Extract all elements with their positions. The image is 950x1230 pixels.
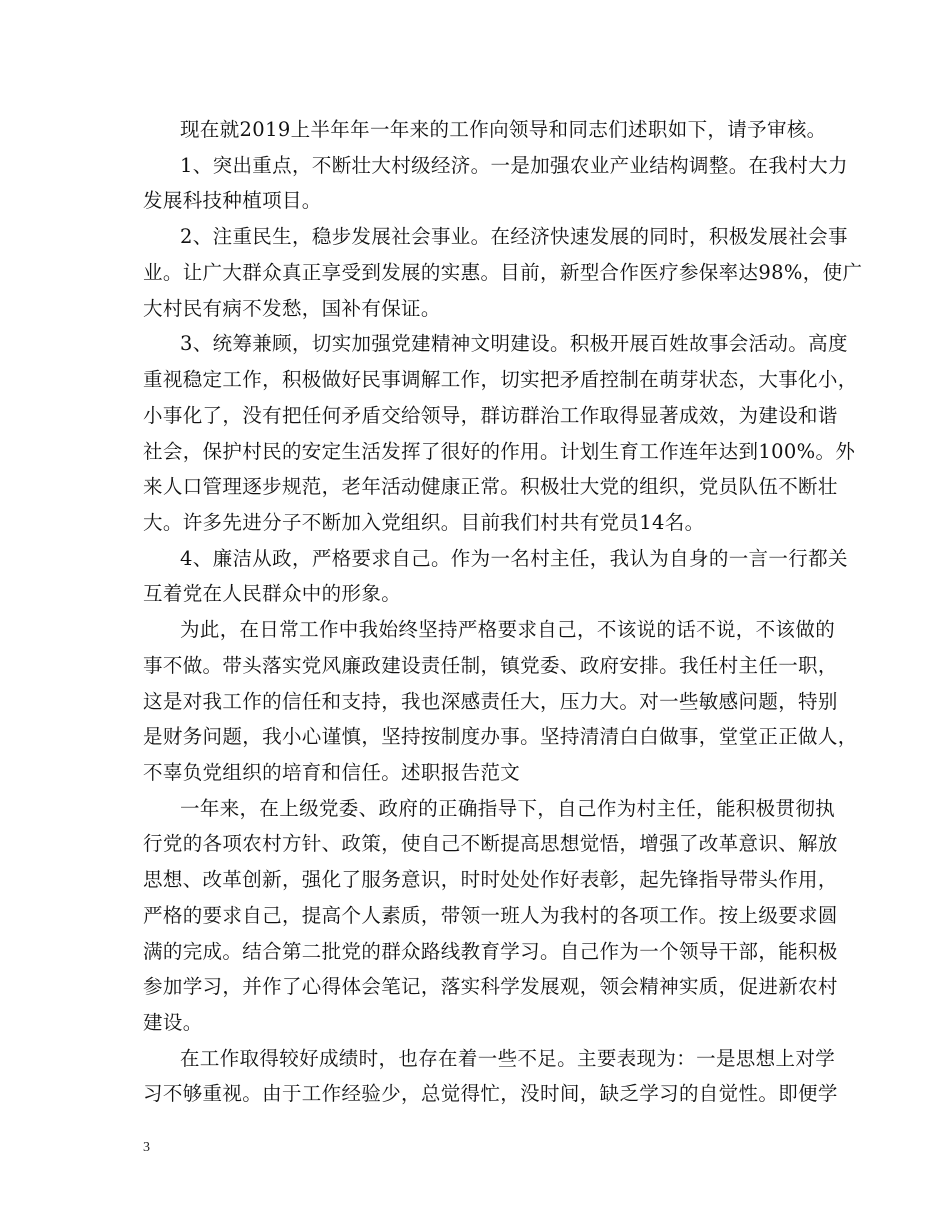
paragraph-2-line-1: 2、注重民生，稳步发展社会事业。在经济快速发展的同时，积极发展社会事 [180, 225, 848, 248]
paragraph-6-line-4: 严格的要求自己，提高个人素质，带领一班人为我村的各项工作。按上级要求圆 [143, 904, 838, 927]
paragraph-1-line-2: 发展科技种植项目。 [143, 189, 322, 212]
paragraph-3-line-1: 3、统筹兼顾，切实加强党建精神文明建设。积极开展百姓故事会活动。高度 [180, 332, 848, 355]
paragraph-6-line-6: 参加学习，并作了心得体会笔记，落实科学发展观，领会精神实质，促进新农村 [143, 975, 838, 998]
paragraph-6-line-5: 满的完成。结合第二批党的群众路线教育学习。自己作为一个领导干部，能积极 [143, 940, 838, 963]
paragraph-7-line-2: 习不够重视。由于工作经验少，总觉得忙，没时间，缺乏学习的自觉性。即便学 [143, 1082, 838, 1105]
paragraph-6-line-3: 思想、改革创新，强化了服务意识，时时处处作好表彰，起先锋指导带头作用， [143, 868, 838, 891]
paragraph-3-line-3: 小事化了，没有把任何矛盾交给领导，群访群治工作取得显著成效，为建设和谐 [143, 404, 838, 427]
paragraph-5-line-5: 不辜负党组织的培育和信任。述职报告范文 [143, 761, 521, 784]
paragraph-4-line-1: 4、廉洁从政，严格要求自己。作为一名村主任，我认为自身的一言一行都关 [180, 547, 848, 570]
paragraph-5-line-4: 是财务问题，我小心谨慎，坚持按制度办事。坚持清清白白做事，堂堂正正做人， [143, 725, 858, 748]
paragraph-6-line-2: 行党的各项农村方针、政策，使自己不断提高思想觉悟，增强了改革意识、解放 [143, 832, 838, 855]
paragraph-3-line-2: 重视稳定工作，积极做好民事调解工作，切实把矛盾控制在萌芽状态，大事化小， [143, 368, 858, 391]
paragraph-1-line-1: 1、突出重点，不断壮大村级经济。一是加强农业产业结构调整。在我村大力 [180, 154, 848, 177]
paragraph-3-line-6: 大。许多先进分子不断加入党组织。目前我们村共有党员14名。 [143, 511, 705, 534]
paragraph-intro-line-1: 现在就2019上半年年一年来的工作向领导和同志们述职如下，请予审核。 [180, 118, 827, 141]
paragraph-5-line-2: 事不做。带头落实党风廉政建设责任制，镇党委、政府安排。我任村主任一职， [143, 654, 838, 677]
paragraph-5-line-3: 这是对我工作的信任和支持，我也深感责任大，压力大。对一些敏感问题，特别 [143, 690, 838, 713]
paragraph-4-line-2: 互着党在人民群众中的形象。 [143, 582, 402, 605]
paragraph-2-line-3: 大村民有病不发愁，国补有保证。 [143, 297, 441, 320]
paragraph-6-line-1: 一年来，在上级党委、政府的正确指导下，自己作为村主任，能积极贯彻执 [180, 797, 836, 820]
paragraph-5-line-1: 为此，在日常工作中我始终坚持严格要求自己，不该说的话不说，不该做的 [180, 618, 836, 641]
paragraph-7-line-1: 在工作取得较好成绩时，也存在着一些不足。主要表现为：一是思想上对学 [180, 1047, 836, 1070]
paragraph-3-line-5: 来人口管理逐步规范，老年活动健康正常。积极壮大党的组织，党员队伍不断壮 [143, 475, 838, 498]
paragraph-2-line-2: 业。让广大群众真正享受到发展的实惠。目前，新型合作医疗参保率达98%，使广 [143, 261, 863, 284]
paragraph-3-line-4: 社会，保护村民的安定生活发挥了很好的作用。计划生育工作连年达到100%。外 [143, 440, 856, 463]
page-number: 3 [143, 1140, 150, 1155]
paragraph-6-line-7: 建设。 [143, 1011, 203, 1034]
